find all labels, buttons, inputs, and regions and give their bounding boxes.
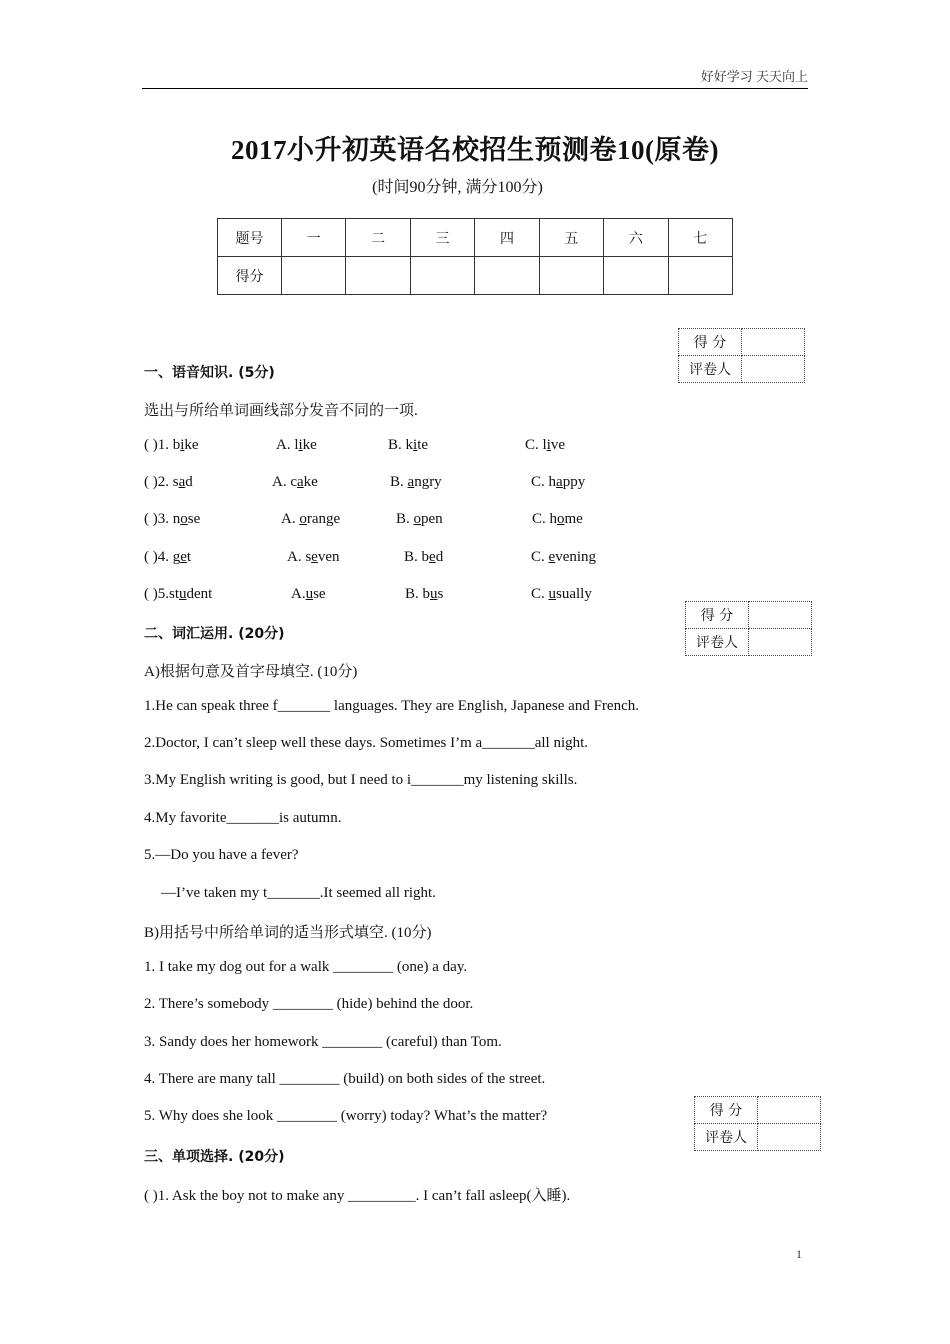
- grader-name-label: 评卷人: [679, 356, 742, 383]
- page-subtitle: (时间90分钟, 满分100分): [372, 179, 543, 196]
- option-c: C. usually: [531, 586, 592, 602]
- score-cell[interactable]: [539, 257, 603, 295]
- fill-question: —I’ve taken my t_______.It seemed all right.: [161, 885, 436, 901]
- part-title: B)用括号中所给单词的适当形式填空. (10分): [144, 925, 432, 941]
- score-table-col: 一: [282, 219, 346, 257]
- fill-question: 5. Why does she look ________ (worry) today? What’s the matter?: [144, 1108, 548, 1124]
- score-cell[interactable]: [346, 257, 410, 295]
- fill-question: 5.—Do you have a fever?: [144, 847, 299, 863]
- option-b: B. angry: [390, 474, 442, 490]
- score-cell[interactable]: [475, 257, 539, 295]
- section-instruction: 选出与所给单词画线部分发音不同的一项.: [144, 403, 418, 419]
- grader-name-cell[interactable]: [758, 1124, 821, 1151]
- header-motto: 好好学习 天天向上: [700, 69, 808, 84]
- grader-score-label: 得 分: [679, 329, 742, 356]
- score-table-col: 七: [668, 219, 732, 257]
- fill-question: 3. Sandy does her homework ________ (careful) than Tom.: [144, 1034, 502, 1050]
- grader-score-cell[interactable]: [758, 1097, 821, 1124]
- score-cell[interactable]: [668, 257, 732, 295]
- option-b: B. open: [396, 511, 443, 527]
- fill-question: 3.My English writing is good, but I need to i_______my listening skills.: [144, 772, 578, 788]
- score-table: [217, 218, 733, 295]
- grader-name-cell[interactable]: [742, 356, 805, 383]
- fill-question: 2.Doctor, I can’t sleep well these days. Sometimes I’m a_______all night.: [144, 735, 589, 751]
- score-cell[interactable]: [282, 257, 346, 295]
- grader-score-label: 得 分: [686, 602, 749, 629]
- header-rule: [142, 88, 808, 89]
- score-table-col: 六: [604, 219, 668, 257]
- grader-box: [685, 601, 812, 656]
- fill-question: 4.My favorite_______is autumn.: [144, 810, 342, 826]
- score-table-col: 三: [410, 219, 474, 257]
- grader-box: [678, 328, 805, 383]
- option-a: A. like: [276, 437, 317, 453]
- section-heading: 一、语音知识. (5分): [144, 365, 275, 381]
- fill-question: 2. There’s somebody ________ (hide) behind the door.: [144, 996, 474, 1012]
- phonics-question: ( )2. sad: [144, 474, 193, 490]
- score-table-col: 五: [539, 219, 603, 257]
- option-c: C. evening: [531, 549, 597, 565]
- grader-score-cell[interactable]: [749, 602, 812, 629]
- grader-name-label: 评卷人: [695, 1124, 758, 1151]
- grader-name-cell[interactable]: [749, 629, 812, 656]
- option-c: C. happy: [531, 474, 586, 490]
- score-cell[interactable]: [410, 257, 474, 295]
- section-heading: 三、单项选择. (20分): [144, 1149, 285, 1165]
- page-title: 2017小升初英语名校招生预测卷10(原卷): [231, 135, 719, 165]
- option-a: A.use: [291, 586, 326, 602]
- phonics-question: ( )3. nose: [144, 511, 201, 527]
- fill-question: 4. There are many tall ________ (build) on both sides of the street.: [144, 1071, 546, 1087]
- fill-question: 1.He can speak three f_______ languages. They are English, Japanese and French.: [144, 698, 639, 714]
- score-table-col: 二: [346, 219, 410, 257]
- phonics-question: ( )5.student: [144, 586, 213, 602]
- section-heading: 二、词汇运用. (20分): [144, 626, 285, 642]
- score-table-row-label: 得分: [218, 257, 282, 295]
- grader-name-label: 评卷人: [686, 629, 749, 656]
- score-table-header-label: 题号: [218, 219, 282, 257]
- option-b: B. kite: [388, 437, 429, 453]
- page-number: 1: [796, 1247, 802, 1261]
- score-cell[interactable]: [604, 257, 668, 295]
- phonics-question: ( )1. bike: [144, 437, 199, 453]
- option-a: A. cake: [272, 474, 318, 490]
- option-b: B. bus: [405, 586, 444, 602]
- grader-score-cell[interactable]: [742, 329, 805, 356]
- option-c: C. home: [532, 511, 583, 527]
- option-b: B. bed: [404, 549, 444, 565]
- grader-score-label: 得 分: [695, 1097, 758, 1124]
- grader-box: [694, 1096, 821, 1151]
- choice-question: ( )1. Ask the boy not to make any _________. I can’t fall asleep(入睡).: [144, 1188, 571, 1204]
- part-title: A)根据句意及首字母填空. (10分): [144, 664, 358, 680]
- phonics-question: ( )4. get: [144, 549, 192, 565]
- option-a: A. seven: [287, 549, 340, 565]
- score-table-col: 四: [475, 219, 539, 257]
- option-c: C. live: [525, 437, 566, 453]
- fill-question: 1. I take my dog out for a walk ________ (one) a day.: [144, 959, 468, 975]
- option-a: A. orange: [281, 511, 341, 527]
